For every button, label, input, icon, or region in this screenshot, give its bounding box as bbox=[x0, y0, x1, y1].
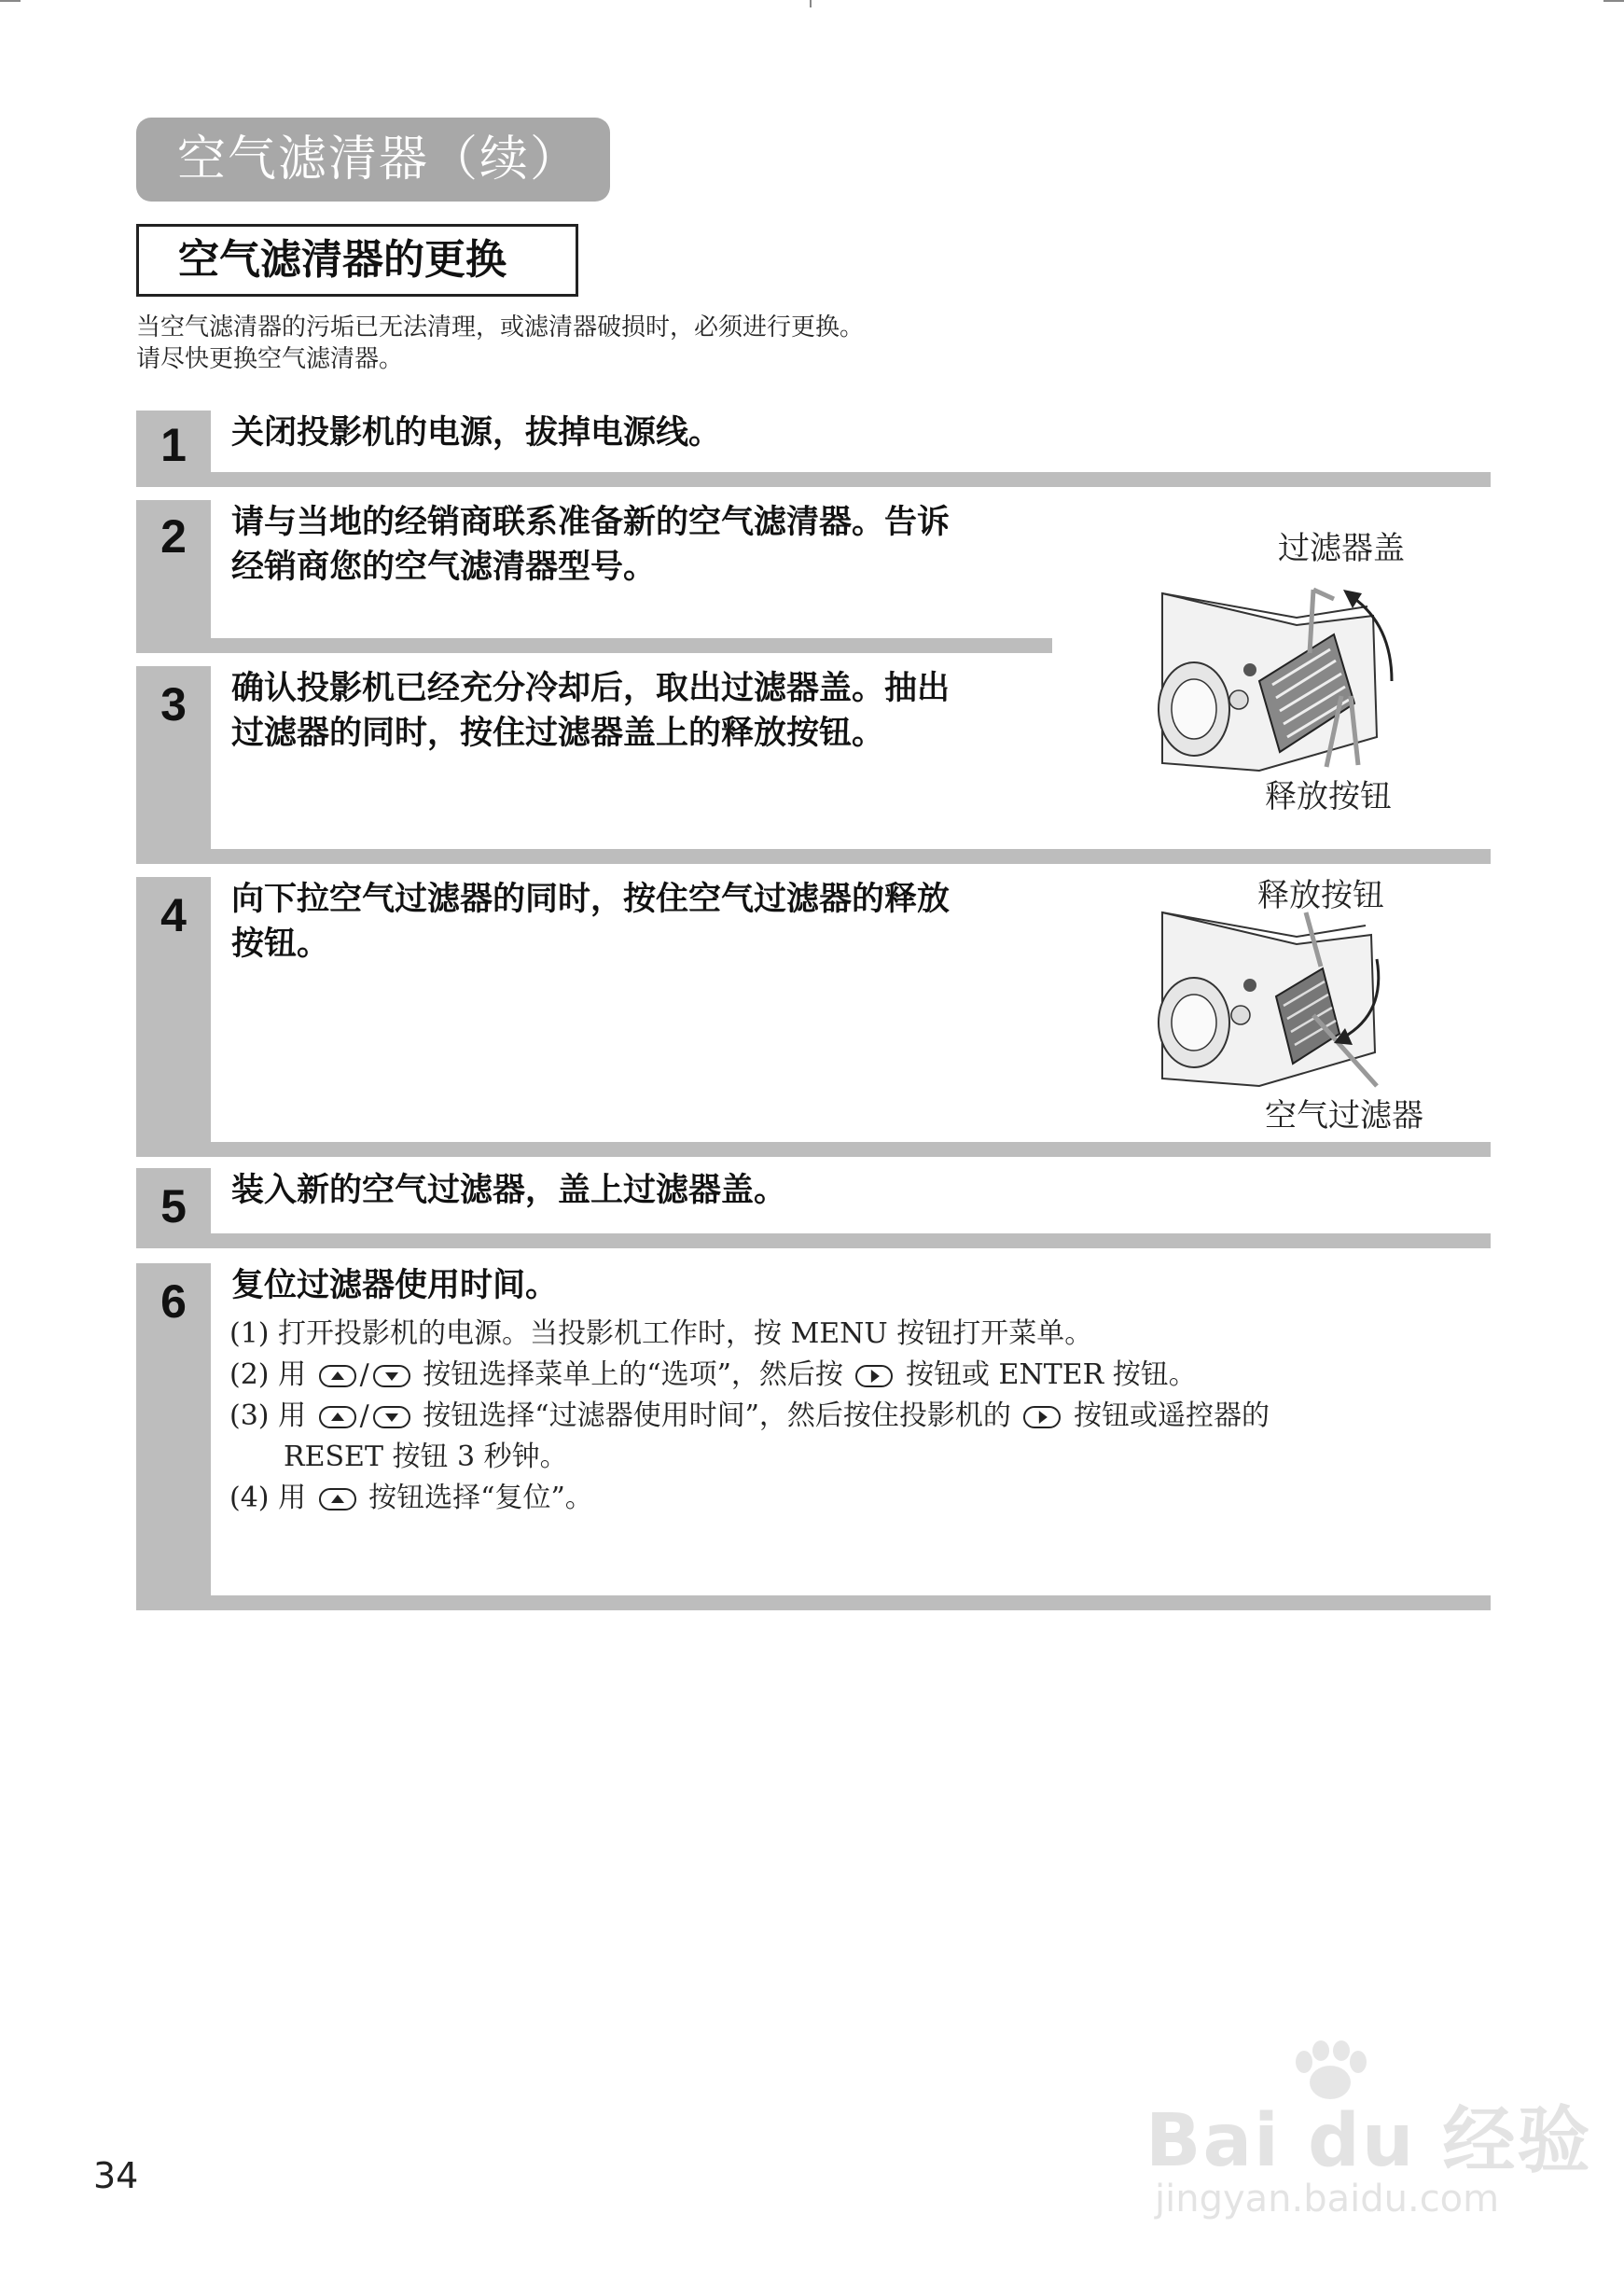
up-button-icon bbox=[319, 1406, 356, 1428]
substep-1: (1) 打开投影机的电源。当投影机工作时，按 MENU 按钮打开菜单。 bbox=[229, 1317, 1093, 1350]
step-text-line: 装入新的空气过滤器，盖上过滤器盖。 bbox=[231, 1172, 787, 1209]
step-2 bbox=[136, 500, 1052, 653]
step-1 bbox=[136, 411, 1491, 487]
substep-text: (4) 用 bbox=[229, 1482, 307, 1514]
page-number: 34 bbox=[93, 2155, 139, 2196]
substep-text: 按钮选择菜单上的“选项”，然后按 bbox=[423, 1358, 843, 1391]
intro-line: 当空气滤清器的污垢已无法清理，或滤清器破损时，必须进行更换。 bbox=[136, 313, 865, 341]
section-title: 空气滤清器的更换 bbox=[136, 224, 578, 297]
substep-3-continued: RESET 按钮 3 秒钟。 bbox=[284, 1441, 568, 1473]
figure-label-release-button: 释放按钮 bbox=[1257, 877, 1384, 914]
step-number: 3 bbox=[160, 678, 187, 731]
step-6 bbox=[136, 1263, 1491, 1610]
figure-label-release-button: 释放按钮 bbox=[1265, 778, 1392, 815]
step-text-line: 过滤器的同时，按住过滤器盖上的释放按钮。 bbox=[231, 715, 885, 752]
substep-text: (2) 用 bbox=[229, 1358, 307, 1391]
substep-text: (3) 用 bbox=[229, 1399, 307, 1432]
step-text-line: 按钮。 bbox=[231, 926, 330, 963]
step-text bbox=[231, 877, 950, 967]
step-divider bbox=[136, 849, 1491, 864]
step-number: 2 bbox=[160, 510, 187, 563]
step-divider bbox=[136, 638, 1052, 653]
step-divider bbox=[136, 1142, 1491, 1157]
substep-4 bbox=[229, 1478, 1270, 1519]
substep-text: 按钮或遥控器的 bbox=[1074, 1399, 1270, 1432]
figure-label-air-filter: 空气过滤器 bbox=[1265, 1097, 1423, 1135]
down-button-icon bbox=[373, 1406, 410, 1428]
intro-text bbox=[136, 312, 864, 375]
step-text bbox=[231, 666, 950, 756]
step-5 bbox=[136, 1168, 1491, 1248]
crop-mark bbox=[0, 0, 21, 2]
right-button-icon bbox=[1023, 1406, 1061, 1428]
crop-mark bbox=[810, 0, 812, 7]
projector-filter-cover-illustration bbox=[1157, 560, 1437, 784]
substep-text: / bbox=[359, 1358, 369, 1391]
step-text-line: 经销商您的空气滤清器型号。 bbox=[231, 549, 657, 586]
step-text-line: 向下拉空气过滤器的同时，按住空气过滤器的释放 bbox=[231, 881, 951, 918]
watermark-brand: Bai du 经验 bbox=[1145, 2099, 1592, 2183]
substep-2 bbox=[229, 1355, 1270, 1396]
step-number: 1 bbox=[160, 419, 187, 471]
figure-label-filter-cover: 过滤器盖 bbox=[1278, 530, 1405, 567]
step-text-line: 请与当地的经销商联系准备新的空气滤清器。告诉 bbox=[231, 504, 951, 541]
step-text bbox=[231, 1263, 558, 1308]
down-button-icon bbox=[373, 1365, 410, 1387]
step-number: 5 bbox=[160, 1180, 187, 1232]
crop-mark bbox=[1603, 0, 1624, 2]
baidu-watermark bbox=[1145, 2039, 1592, 2226]
step-6-substeps bbox=[229, 1314, 1270, 1519]
step-number: 4 bbox=[160, 889, 187, 941]
step-text-line: 复位过滤器使用时间。 bbox=[231, 1267, 559, 1304]
step-text-line: 确认投影机已经充分冷却后，取出过滤器盖。抽出 bbox=[231, 670, 951, 707]
step-text bbox=[231, 500, 950, 590]
up-button-icon bbox=[319, 1365, 356, 1387]
substep-3 bbox=[229, 1396, 1270, 1437]
step-divider bbox=[136, 472, 1491, 487]
step-divider bbox=[136, 1595, 1491, 1610]
up-button-icon bbox=[319, 1488, 356, 1510]
substep-text: 按钮选择“复位”。 bbox=[368, 1482, 593, 1514]
step-text bbox=[231, 1168, 786, 1213]
projector-air-filter-illustration bbox=[1157, 903, 1437, 1108]
substep-text: 按钮或 ENTER 按钮。 bbox=[906, 1358, 1197, 1391]
step-divider bbox=[136, 1233, 1491, 1248]
page-banner-title: 空气滤清器（续） bbox=[136, 118, 610, 202]
substep-text: 按钮选择“过滤器使用时间”，然后按住投影机的 bbox=[423, 1399, 1011, 1432]
right-button-icon bbox=[855, 1365, 893, 1387]
step-text bbox=[231, 411, 721, 455]
intro-line: 请尽快更换空气滤清器。 bbox=[136, 345, 404, 373]
step-text-line: 关闭投影机的电源，拔掉电源线。 bbox=[231, 414, 722, 452]
step-number: 6 bbox=[160, 1275, 187, 1328]
substep-text: / bbox=[359, 1399, 369, 1432]
watermark-url: jingyan.baidu.com bbox=[1155, 2178, 1500, 2220]
